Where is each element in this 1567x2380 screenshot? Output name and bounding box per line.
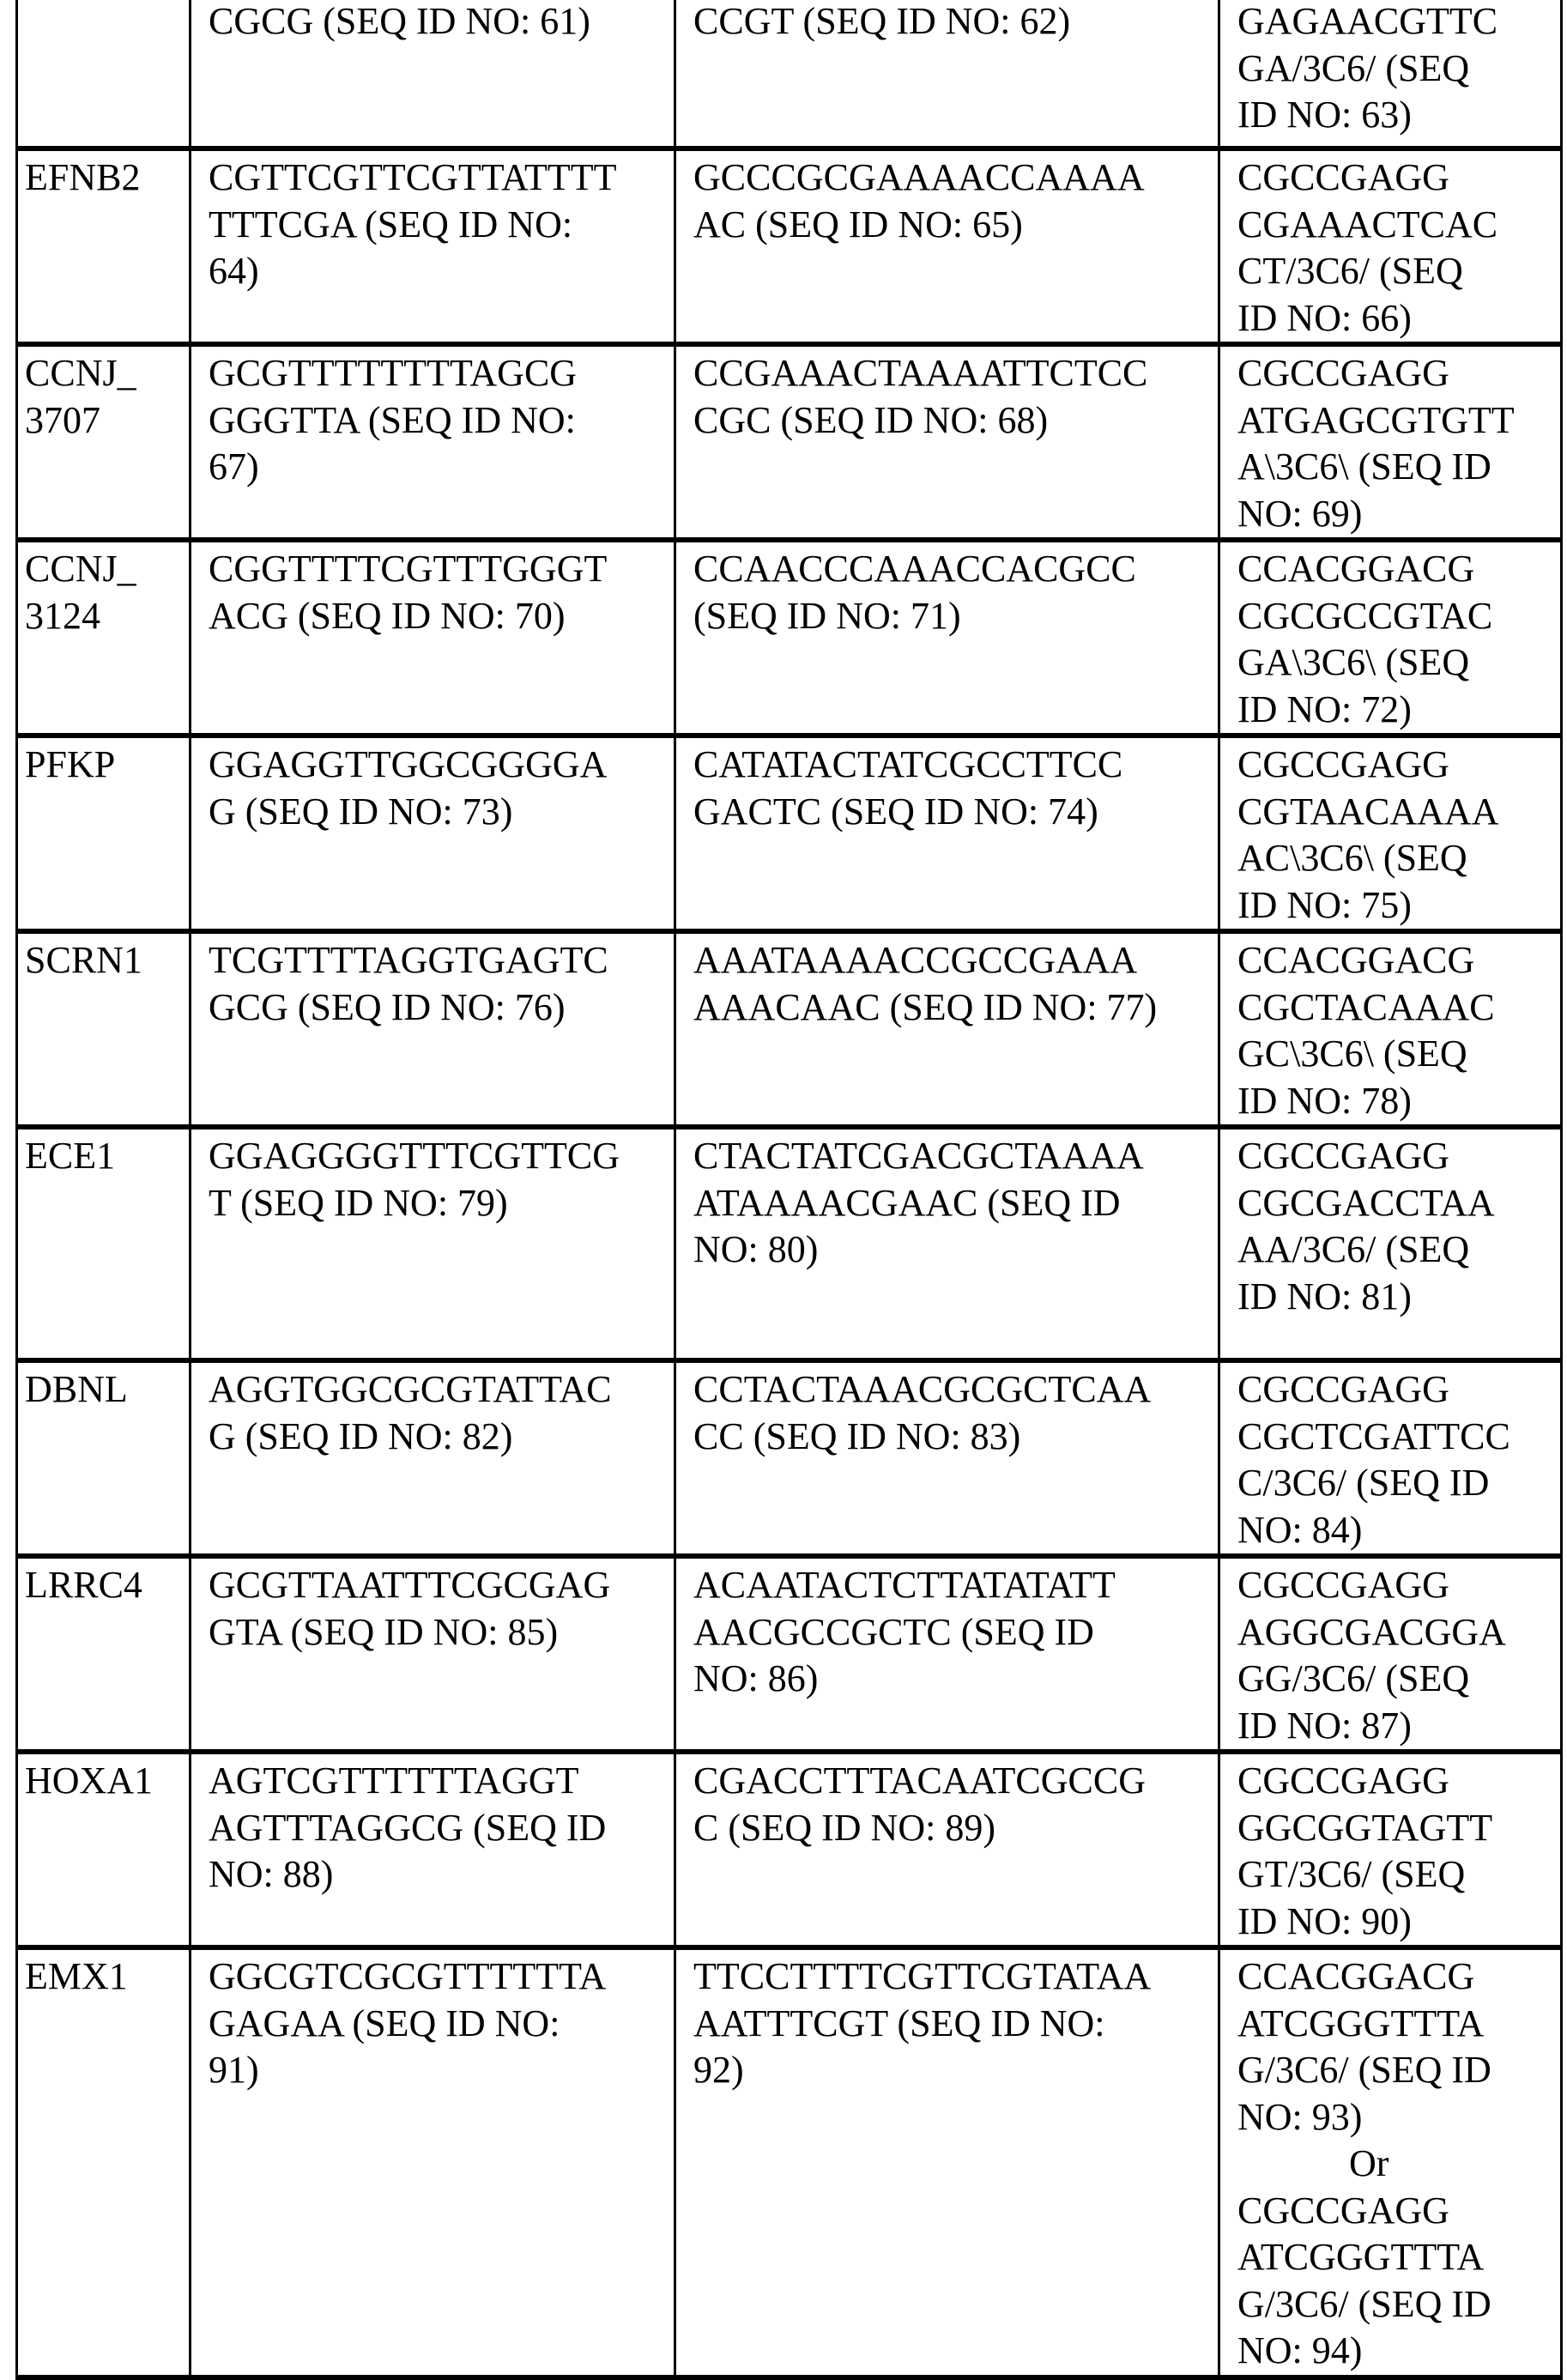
table-body — [17, 0, 1562, 2377]
probe-cell: CGCCGAGG ATGAGCGTGTT A\3C6\ (SEQ ID NO: 69) — [1219, 344, 1562, 540]
table-row — [17, 1127, 1562, 1360]
reverse-primer-cell: CATATACTATCGCCTTCC GACTC (SEQ ID NO: 74) — [675, 736, 1219, 931]
probe-cell: CGCCGAGG GGCGGTAGTT GT/3C6/ (SEQ ID NO: 90) — [1219, 1752, 1562, 1947]
reverse-primer-cell: TTCCTTTTCGTTCGTATAA AATTTCGT (SEQ ID NO: 92) — [675, 1947, 1219, 2377]
gene-cell: SCRN1 — [17, 931, 191, 1127]
gene-cell: HOXA1 — [17, 1752, 191, 1947]
reverse-primer-cell: GCCCGCGAAAACCAAAA AC (SEQ ID NO: 65) — [675, 148, 1219, 344]
probe-cell — [1219, 1947, 1562, 2377]
forward-primer-cell: TCGTTTTAGGTGAGTC GCG (SEQ ID NO: 76) — [191, 931, 675, 1127]
forward-primer-cell: CGGTTTTCGTTTGGGT ACG (SEQ ID NO: 70) — [191, 540, 675, 736]
table-row — [17, 344, 1562, 540]
probe-cell: CCACGGACG CGCGCCGTAC GA\3C6\ (SEQ ID NO: 72) — [1219, 540, 1562, 736]
forward-primer-cell: AGTCGTTTTTTAGGT AGTTTAGGCG (SEQ ID NO: 88) — [191, 1752, 675, 1947]
reverse-primer-cell: CCTACTAAACGCGCTCAA CC (SEQ ID NO: 83) — [675, 1360, 1219, 1556]
table-row — [17, 931, 1562, 1127]
reverse-primer-cell: CGACCTTTACAATCGCCG C (SEQ ID NO: 89) — [675, 1752, 1219, 1947]
table-row — [17, 1947, 1562, 2377]
gene-cell: CCNJ_ 3707 — [17, 344, 191, 540]
probe-cell: CCACGGACG CGCTACAAAC GC\3C6\ (SEQ ID NO: 78) — [1219, 931, 1562, 1127]
gene-cell: DBNL — [17, 1360, 191, 1556]
forward-primer-cell: CGCG (SEQ ID NO: 61) — [191, 0, 675, 148]
probe-cell: CGCCGAGG CGAAACTCAC CT/3C6/ (SEQ ID NO: 66) — [1219, 148, 1562, 344]
table-row — [17, 1556, 1562, 1752]
table-row — [17, 1752, 1562, 1947]
probe-text: CCACGGACG ATCGGGTTTA G/3C6/ (SEQ ID NO: 93) — [1237, 1955, 1491, 2138]
table-row — [17, 0, 1562, 148]
gene-cell: LRRC4 — [17, 1556, 191, 1752]
forward-primer-cell: GGCGTCGCGTTTTTTA GAGAA (SEQ ID NO: 91) — [191, 1947, 675, 2377]
reverse-primer-cell: CTACTATCGACGCTAAAA ATAAAACGAAC (SEQ ID NO: 80) — [675, 1127, 1219, 1360]
table-row — [17, 736, 1562, 931]
reverse-primer-cell: ACAATACTCTTATATATT AACGCCGCTC (SEQ ID NO: 86) — [675, 1556, 1219, 1752]
or-label: Or — [1237, 2141, 1550, 2188]
gene-cell: CCNJ_ 3124 — [17, 540, 191, 736]
table-row — [17, 148, 1562, 344]
forward-primer-cell: GCGTTTTTTTTAGCG GGGTTA (SEQ ID NO: 67) — [191, 344, 675, 540]
forward-primer-cell: GCGTTAATTTCGCGAG GTA (SEQ ID NO: 85) — [191, 1556, 675, 1752]
reverse-primer-cell: AAATAAAACCGCCGAAA AAACAAC (SEQ ID NO: 77) — [675, 931, 1219, 1127]
gene-cell: EMX1 — [17, 1947, 191, 2377]
forward-primer-cell: GGAGGTTGGCGGGGA G (SEQ ID NO: 73) — [191, 736, 675, 931]
gene-cell — [17, 0, 191, 148]
forward-primer-cell: CGTTCGTTCGTTATTTT TTTCGA (SEQ ID NO: 64) — [191, 148, 675, 344]
table-row — [17, 1360, 1562, 1556]
probe-cell: CGCCGAGG CGCGACCTAA AA/3C6/ (SEQ ID NO: 81) — [1219, 1127, 1562, 1360]
probe-cell: CGCCGAGG CGCTCGATTCC C/3C6/ (SEQ ID NO: 84) — [1219, 1360, 1562, 1556]
primer-probe-table — [15, 0, 1563, 2380]
probe-cell: CGCCGAGG CGTAACAAAA AC\3C6\ (SEQ ID NO: 75) — [1219, 736, 1562, 931]
reverse-primer-cell: CCAACCCAAACCACGCC (SEQ ID NO: 71) — [675, 540, 1219, 736]
forward-primer-cell: AGGTGGCGCGTATTAC G (SEQ ID NO: 82) — [191, 1360, 675, 1556]
gene-cell: ECE1 — [17, 1127, 191, 1360]
forward-primer-cell: GGAGGGGTTTCGTTCG T (SEQ ID NO: 79) — [191, 1127, 675, 1360]
probe-cell: GAGAACGTTC GA/3C6/ (SEQ ID NO: 63) — [1219, 0, 1562, 148]
reverse-primer-cell: CCGT (SEQ ID NO: 62) — [675, 0, 1219, 148]
gene-cell: EFNB2 — [17, 148, 191, 344]
probe-cell: CGCCGAGG AGGCGACGGA GG/3C6/ (SEQ ID NO: 87) — [1219, 1556, 1562, 1752]
gene-cell: PFKP — [17, 736, 191, 931]
alternate-probe-text: CGCCGAGG ATCGGGTTTA G/3C6/ (SEQ ID NO: 94) — [1237, 2189, 1491, 2372]
reverse-primer-cell: CCGAAACTAAAATTCTCC CGC (SEQ ID NO: 68) — [675, 344, 1219, 540]
table-row — [17, 540, 1562, 736]
